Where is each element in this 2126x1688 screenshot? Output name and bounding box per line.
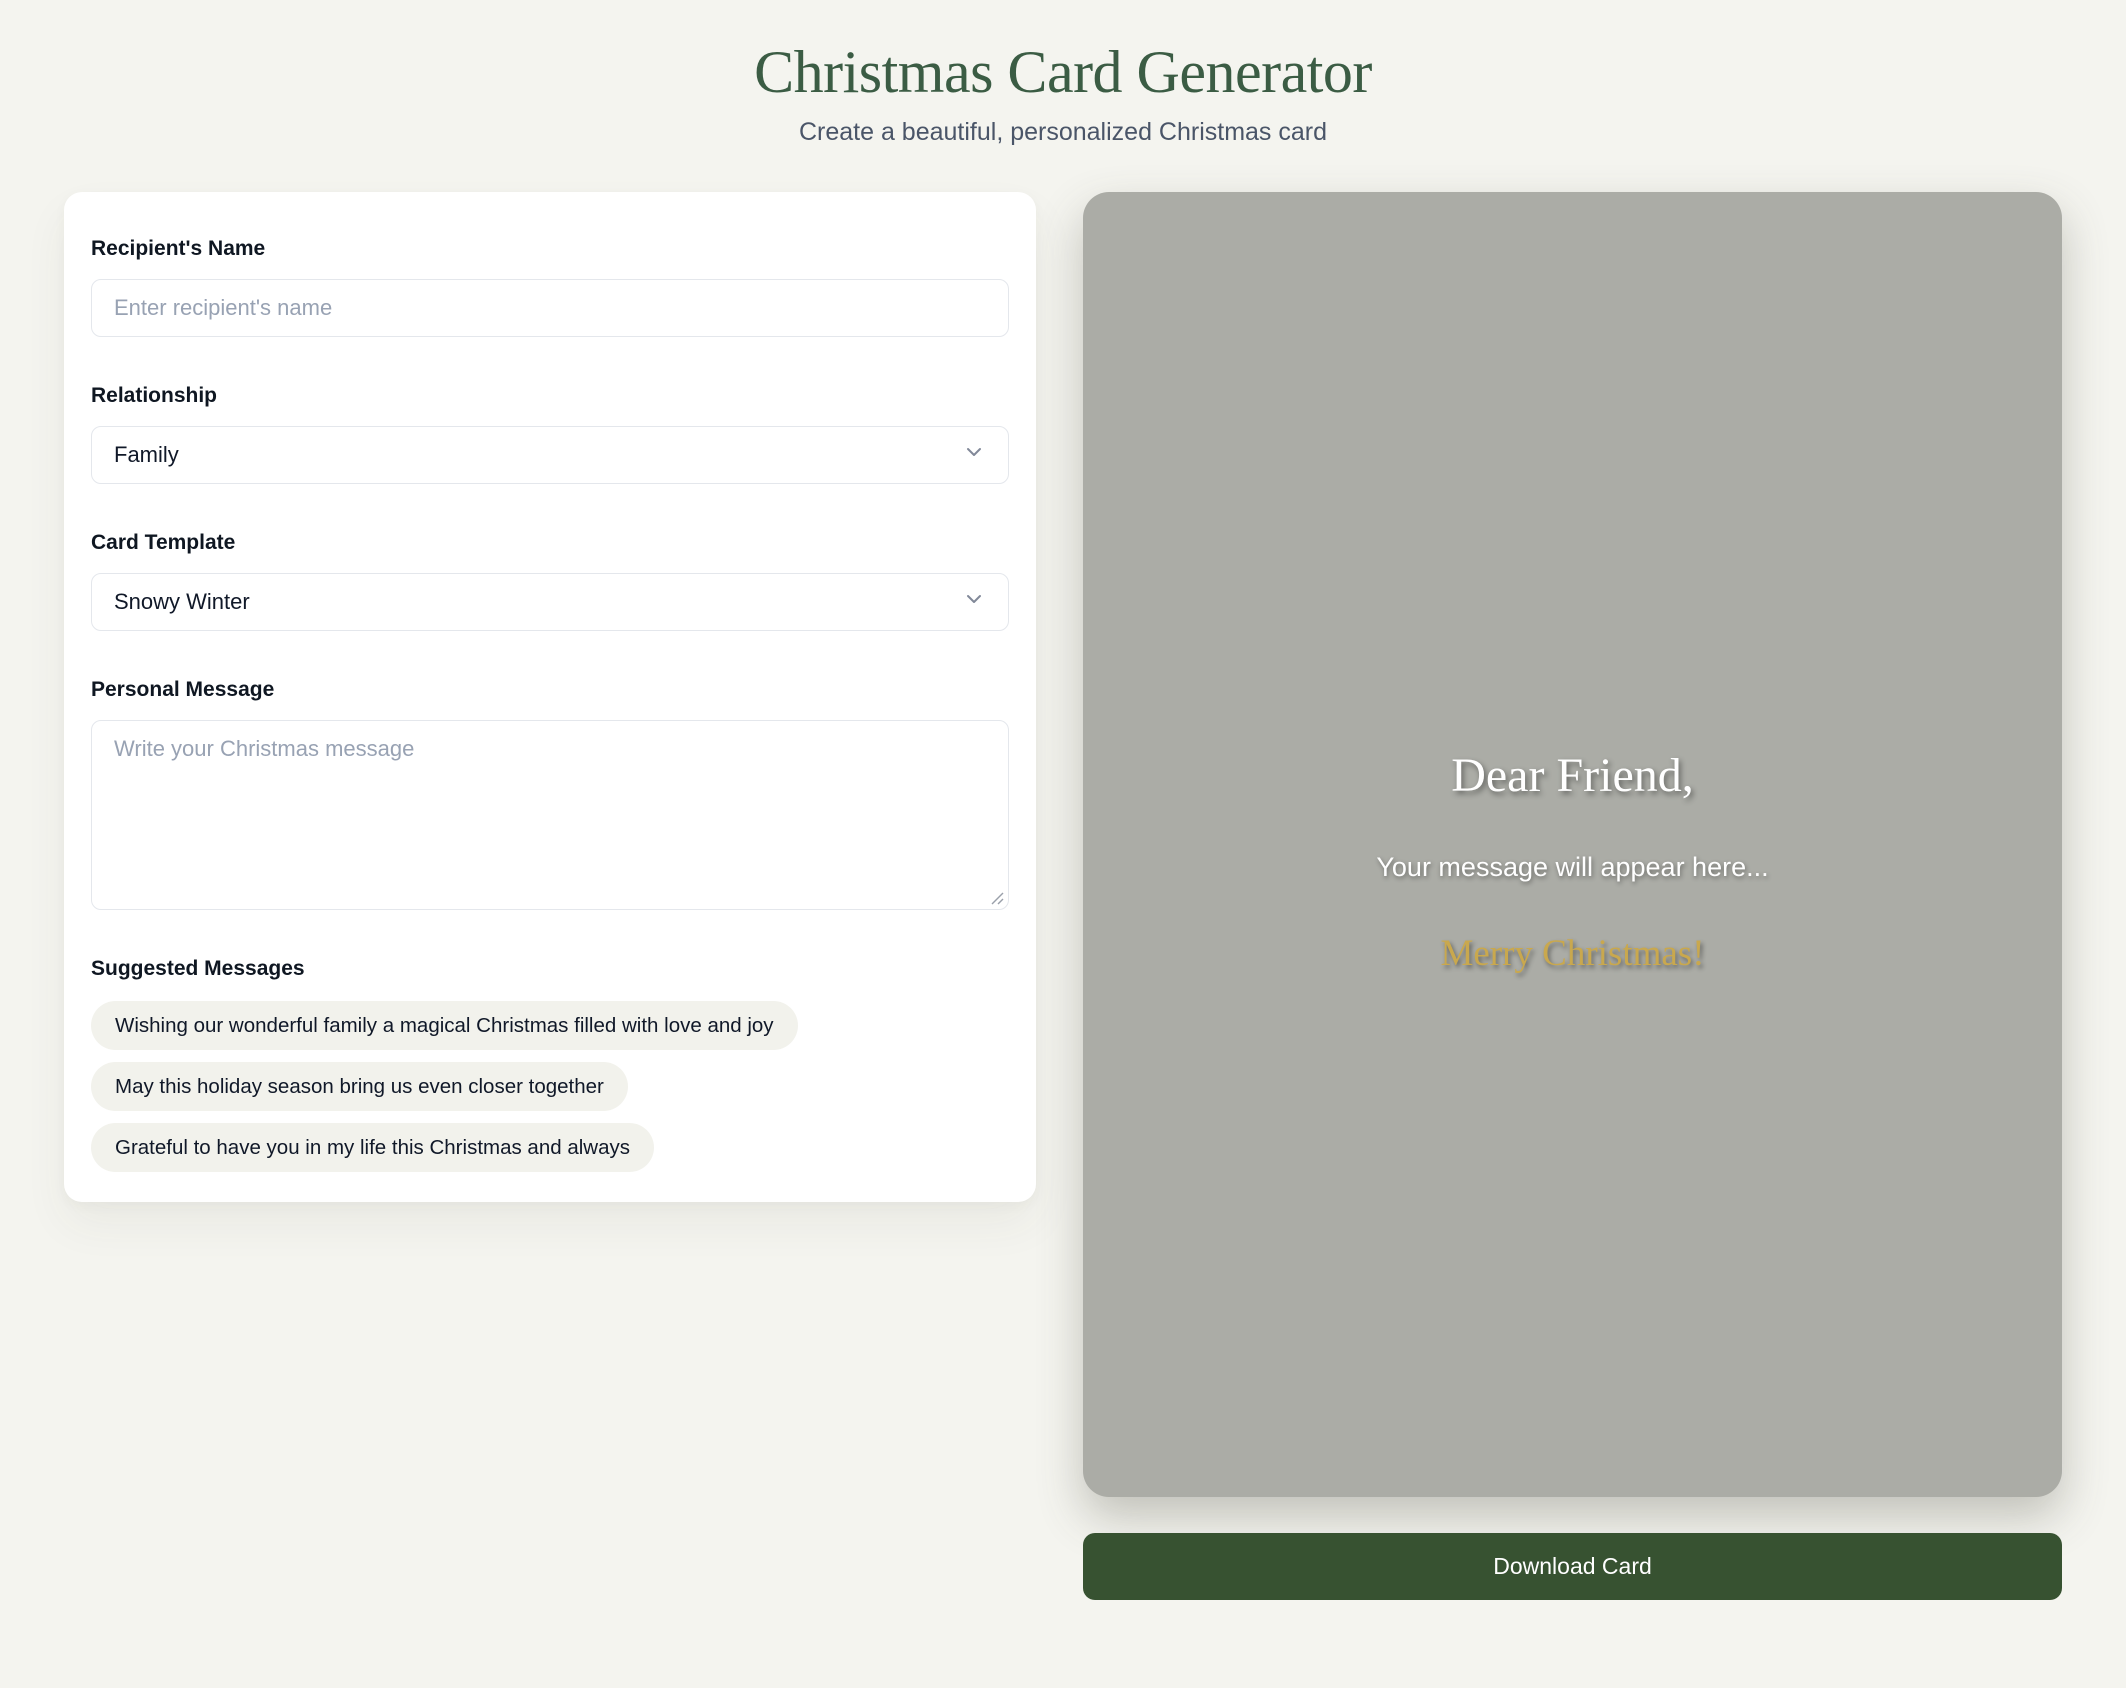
relationship-field-group [91,383,1009,484]
suggestion-pill[interactable]: May this holiday season bring us even closer together [91,1062,628,1111]
page-header [64,34,2062,148]
card-template-selected-value: Snowy Winter [114,589,250,614]
card-template-label: Card Template [91,531,236,554]
chevron-down-icon [962,440,986,470]
suggested-messages-label: Suggested Messages [91,957,305,980]
card-template-field-group [91,530,1009,631]
page-title: Christmas Card Generator [754,39,1372,105]
preview-message: Your message will appear here... [1376,851,1769,882]
relationship-select[interactable] [91,426,1009,484]
relationship-label: Relationship [91,384,218,407]
preview-column [1083,192,2062,1600]
recipient-name-input[interactable] [91,279,1009,337]
page-subtitle: Create a beautiful, personalized Christmas card [798,118,1328,146]
suggestion-pill[interactable]: Wishing our wonderful family a magical Christmas filled with love and joy [91,1001,798,1050]
card-template-select[interactable] [91,573,1009,631]
textarea-resize-handle[interactable] [988,889,1004,905]
recipient-name-label: Recipient's Name [91,237,266,260]
relationship-selected-value: Family [114,442,179,467]
suggested-messages-section [91,956,1009,1172]
download-card-button[interactable]: Download Card [1083,1533,2062,1600]
personal-message-field-group [91,677,1009,910]
suggested-messages-list [91,1001,1009,1172]
chevron-down-icon [962,587,986,617]
preview-greeting: Dear Friend, [1451,748,1694,802]
personal-message-label: Personal Message [91,678,275,701]
card-form-panel [64,192,1036,1202]
preview-closing: Merry Christmas! [1440,932,1705,974]
main-content [64,192,2062,1600]
personal-message-textarea[interactable] [91,720,1009,910]
recipient-name-field-group [91,236,1009,337]
suggestion-pill[interactable]: Grateful to have you in my life this Christmas and always [91,1123,654,1172]
card-preview [1083,192,2062,1497]
